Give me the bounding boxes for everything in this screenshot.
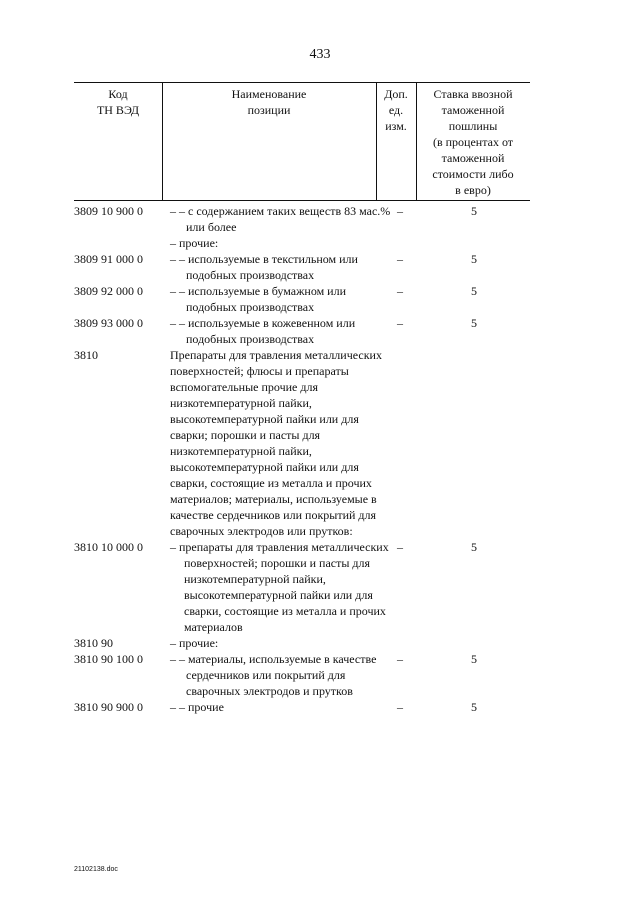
row-code: 3810 <box>74 348 98 362</box>
row-code: 3809 91 000 0 <box>74 252 143 266</box>
row-rate: 5 <box>471 652 477 666</box>
row-unit: – <box>397 540 403 554</box>
table-top-rule <box>74 82 530 83</box>
row-code: 3810 90 900 0 <box>74 700 143 714</box>
table-header-rule <box>74 200 530 201</box>
table-row <box>74 315 530 347</box>
page-number: 433 <box>309 47 331 62</box>
row-rate: 5 <box>471 204 477 218</box>
row-code: 3810 90 100 0 <box>74 652 143 666</box>
header-code: Код ТН ВЭД <box>96 87 140 117</box>
row-code: 3809 10 900 0 <box>74 204 143 218</box>
document-filename: 21102138.doc <box>74 866 118 873</box>
row-code: 3810 10 000 0 <box>74 540 143 554</box>
row-unit: – <box>397 700 403 714</box>
table-row <box>74 203 530 235</box>
row-description: – прочие: <box>170 236 219 250</box>
row-description: – – материалы, используемые в качестве сердечников или покрытий для сварочных электродов и прутков <box>170 652 377 698</box>
row-rate: 5 <box>471 700 477 714</box>
row-description: – – прочие <box>170 700 224 714</box>
row-unit: – <box>397 252 403 266</box>
row-code: 3809 93 000 0 <box>74 316 143 330</box>
header-rate: Ставка ввозной таможенной пошлины (в процентах от таможенной стоимости либо в евро) <box>432 87 514 197</box>
row-description: – – используемые в бумажном или подобных производствах <box>170 284 347 314</box>
row-unit: – <box>397 316 403 330</box>
row-description: – – используемые в кожевенном или подобных производствах <box>170 316 356 346</box>
table-row <box>74 635 530 651</box>
table-row <box>74 651 530 699</box>
row-rate: 5 <box>471 284 477 298</box>
row-code: 3810 90 <box>74 636 113 650</box>
header-name: Наименование позиции <box>231 87 307 117</box>
row-code: 3809 92 000 0 <box>74 284 143 298</box>
row-unit: – <box>397 284 403 298</box>
row-description: Препараты для травления металлических поверхностей; флюсы и препараты вспомогательные прочие для низкотемпературной пайки, высокотемпературной пайки или для сварки; порошки и пасты для низкотемпературной пайки, высокотемпературной пайки или для сварки, состоящие из металла и прочих материалов; материалы, используемые в качестве сердечников или покрытий для сварочных электродов или прутков: <box>170 348 382 538</box>
table-row <box>74 539 530 635</box>
header-unit: Доп. ед. изм. <box>384 87 408 133</box>
table-row <box>74 235 530 251</box>
table-row <box>74 347 530 539</box>
row-rate: 5 <box>471 540 477 554</box>
tariff-table-body <box>74 203 530 715</box>
row-rate: 5 <box>471 316 477 330</box>
row-rate: 5 <box>471 252 477 266</box>
row-description: – – используемые в текстильном или подобных производствах <box>170 252 358 282</box>
row-description: – – с содержанием таких веществ 83 мас.% или более <box>170 204 391 234</box>
row-description: – прочие: <box>170 636 219 650</box>
table-row <box>74 283 530 315</box>
row-unit: – <box>397 652 403 666</box>
row-unit: – <box>397 204 403 218</box>
row-description: – препараты для травления металлических поверхностей; порошки и пасты для низкотемпературной пайки, высокотемпературной пайки или для сварки, состоящие из металла и прочих материалов <box>170 540 389 634</box>
table-row <box>74 251 530 283</box>
table-row <box>74 699 530 715</box>
